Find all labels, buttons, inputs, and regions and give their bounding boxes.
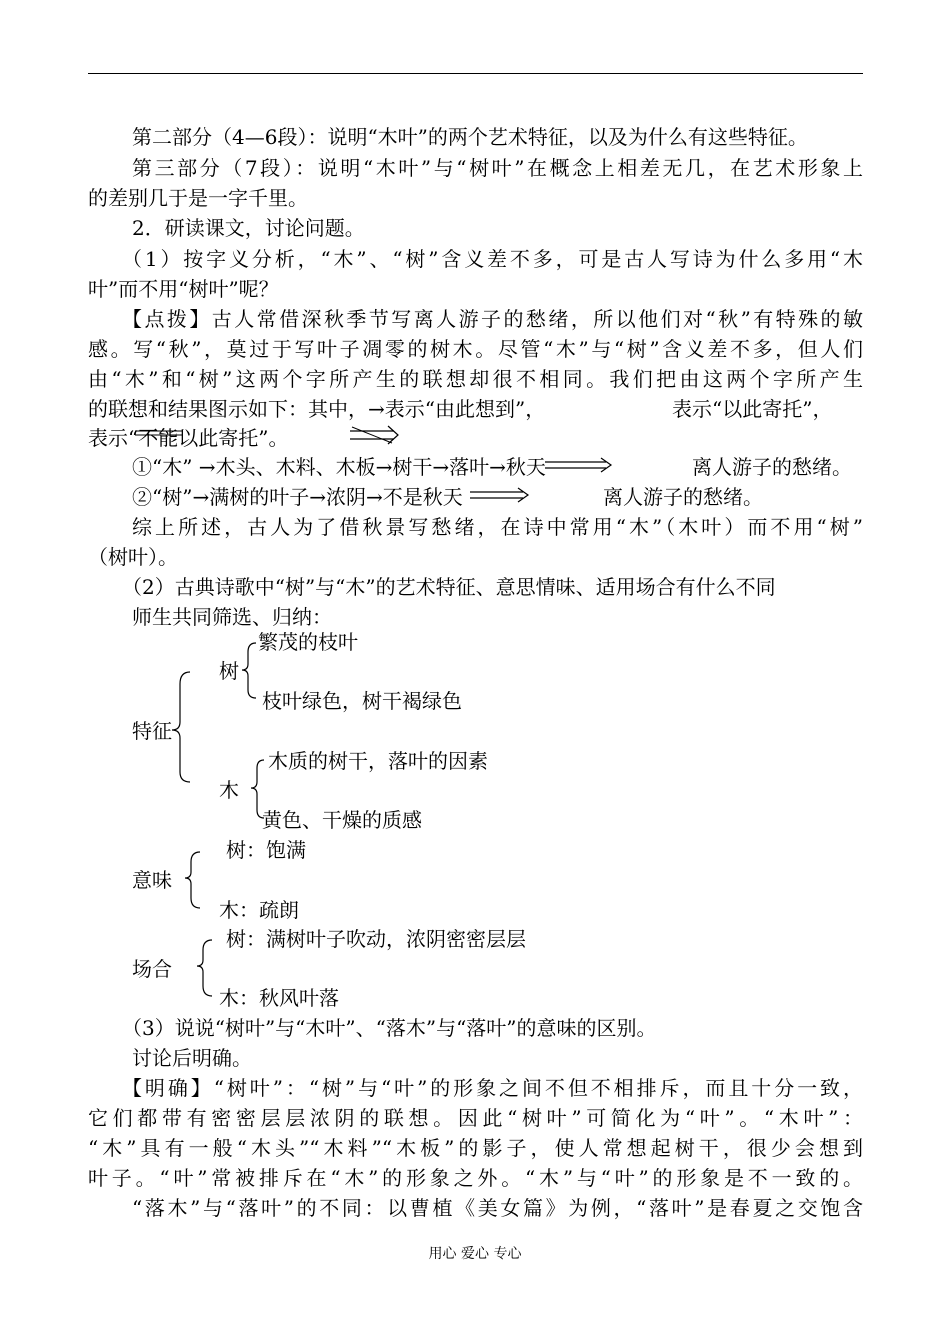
meaning-wood: 木：疏朗	[219, 898, 299, 922]
chain2-text: ②“树”→满树的叶子→浓阴→不是秋天	[132, 485, 463, 509]
feature-tree-item2: 枝叶绿色，树干褐绿色	[262, 689, 462, 713]
q1-hint-line4-a: 的联想和结果图示如下：其中，→表示“由此想到”，	[88, 397, 546, 421]
page-footer: 用心 爱心 专心	[428, 1246, 522, 1262]
q1-question-line2: 叶”而不用“树叶”呢？	[88, 277, 279, 301]
q2-question: （2）古典诗歌中“树”与“木”的艺术特征、意思情味、适用场合有什么不同	[122, 575, 776, 599]
q3-lead: 讨论后明确。	[132, 1046, 252, 1070]
tree-brace	[242, 643, 256, 698]
part3-text-line2: 的差别几于是一字千里。	[88, 186, 308, 210]
q1-question-line1: （1）按字义分析，“木”、“树”含义差不多，可是古人写诗为什么多用“木	[122, 247, 863, 271]
q3-answer-line1: 【明确】“树叶”：“树”与“叶”的形象之间不但不相排斥，而且十分一致，	[122, 1076, 863, 1100]
q1-hint-line4-b: 表示“以此寄托”，	[672, 397, 833, 421]
chain1-result: 离人游子的愁绪。	[692, 455, 852, 479]
feature-wood-label: 木	[219, 778, 239, 802]
q1-hint-line1: 【点拨】古人常借深秋季节写离人游子的愁绪，所以他们对“秋”有特殊的敏	[122, 307, 863, 331]
summary-line1: 综上所述，古人为了借秋景写愁绪，在诗中常用“木”（木叶）而不用“树”	[132, 515, 863, 539]
meaning-brace	[185, 852, 200, 908]
feature-tree-item1: 繁茂的枝叶	[258, 630, 358, 654]
task2-heading: 2．研读课文，讨论问题。	[132, 216, 365, 240]
q3-answer-line4: 叶子。“叶”常被排斥在“木”的形象之外。“木”与“叶”的形象是不一致的。	[88, 1166, 863, 1190]
feature-label: 特征	[132, 719, 172, 743]
occasion-label: 场合	[132, 957, 172, 981]
summary-line2: （树叶）。	[88, 545, 178, 569]
q1-hint-line3: 由“木”和“树”这两个字所产生的联想却很不相同。我们把由这两个字所产生	[88, 367, 863, 391]
q1-hint-line5: 表示“不能以此寄托”。	[88, 426, 289, 450]
feature-wood-item1: 木质的树干，落叶的因素	[268, 749, 488, 773]
feature-brace	[172, 672, 190, 782]
q3-answer-line2: 它们都带有密密层层浓阴的联想。因此“树叶”可简化为“叶”。“木叶”：	[88, 1106, 863, 1130]
part2-text: 第二部分（4—6段）：说明“木叶”的两个艺术特征，以及为什么有这些特征。	[132, 125, 808, 149]
q3-answer-line3: “木”具有一般“木头”“木料”“木板”的影子，使人常想起树干，很少会想到	[88, 1136, 863, 1160]
occasion-brace	[197, 940, 212, 996]
chain1-text: ①“木” →木头、木料、木板→树干→落叶→秋天	[132, 455, 546, 479]
meaning-label: 意味	[132, 868, 172, 892]
q3-answer-line5: “落木”与“落叶”的不同：以曹植《美女篇》为例，“落叶”是春夏之交饱含	[132, 1196, 863, 1220]
part3-text-line1: 第三部分（7段）：说明“木叶”与“树叶”在概念上相差无几，在艺术形象上	[132, 156, 863, 180]
q2-lead: 师生共同筛选、归纳：	[132, 605, 332, 629]
q3-question: （3）说说“树叶”与“木叶”、“落木”与“落叶”的意味的区别。	[122, 1016, 657, 1040]
feature-tree-label: 树	[219, 659, 239, 683]
occasion-tree: 树：满树叶子吹动，浓阴密密层层	[226, 927, 526, 951]
chain2-result: 离人游子的愁绪。	[603, 485, 763, 509]
feature-wood-item2: 黄色、干燥的质感	[262, 808, 422, 832]
q1-hint-line2: 感。写“秋”，莫过于写叶子凋零的树木。尽管“木”与“树”含义差不多，但人们	[88, 337, 863, 361]
meaning-tree: 树：饱满	[226, 838, 306, 862]
occasion-wood: 木：秋风叶落	[219, 986, 339, 1010]
